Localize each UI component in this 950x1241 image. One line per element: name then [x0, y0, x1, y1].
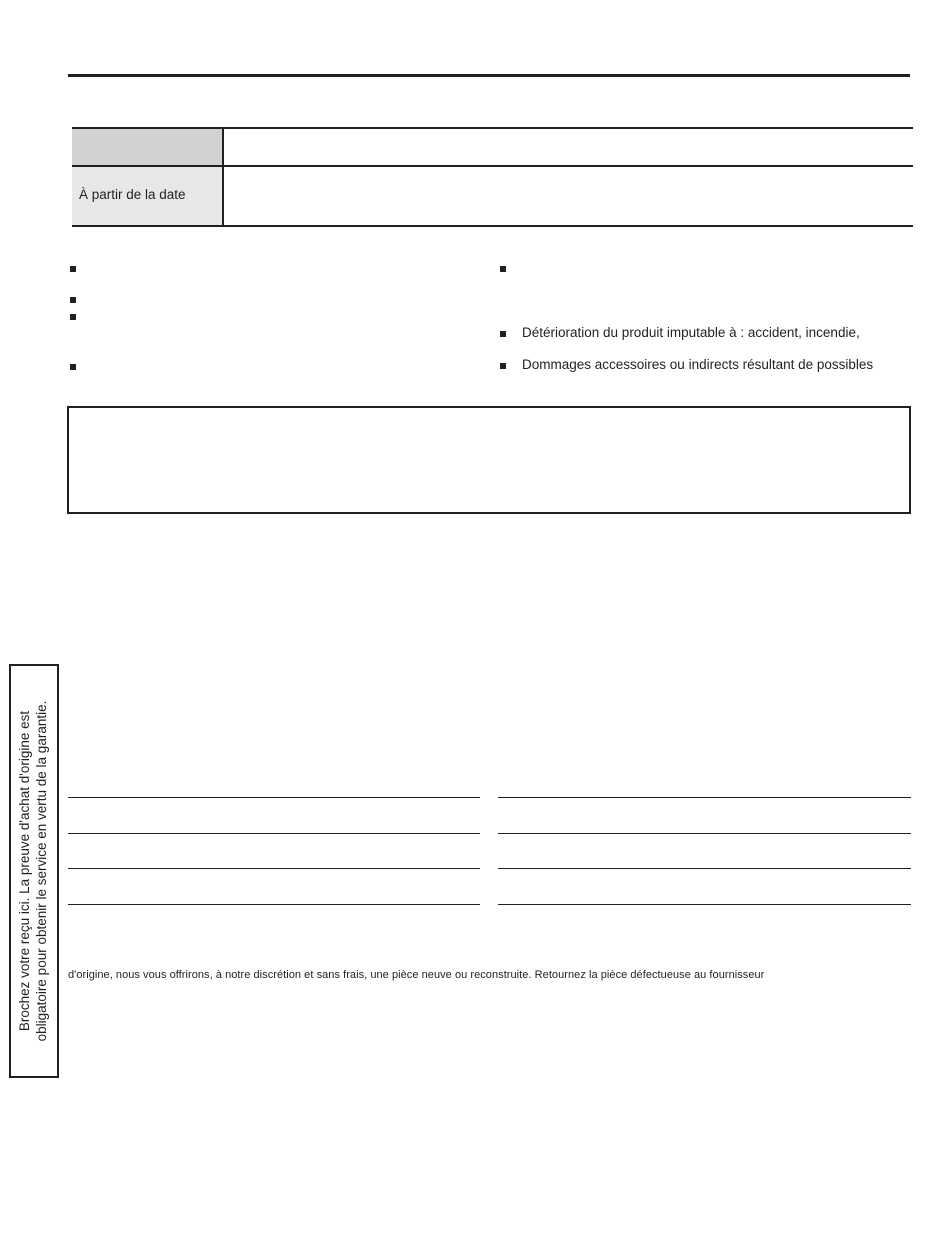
- bullet-marker: [70, 297, 76, 303]
- fill-in-line: [498, 868, 911, 869]
- bullet-marker: [70, 314, 76, 320]
- table-rule-middle: [72, 165, 913, 167]
- fill-in-line: [68, 904, 480, 905]
- bullet-marker: [70, 364, 76, 370]
- warranty-table: [72, 127, 913, 227]
- bullet-marker: [500, 266, 506, 272]
- bullet-item-text: Dommages accessoires ou indirects résultant de possibles: [522, 357, 874, 372]
- fill-in-line: [68, 833, 480, 834]
- table-row-label: À partir de la date: [79, 187, 186, 202]
- top-rule: [68, 74, 910, 77]
- bullet-marker: [70, 266, 76, 272]
- fill-in-line: [68, 797, 480, 798]
- table-header-cell: [72, 129, 222, 165]
- fill-in-line: [68, 868, 480, 869]
- receipt-stub-text: [16, 671, 50, 1071]
- bullet-marker: [500, 331, 506, 337]
- fill-in-line: [498, 797, 911, 798]
- receipt-stub-line: obligatoire pour obtenir le service en vertu de la garantie.: [34, 700, 49, 1042]
- fill-in-line: [498, 904, 911, 905]
- table-rule-top: [72, 127, 913, 129]
- bullet-item-text: Détérioration du produit imputable à : accident, incendie,: [522, 325, 860, 340]
- table-column-divider: [222, 127, 224, 227]
- body-text-line: d'origine, nous vous offrirons, à notre discrétion et sans frais, une pièce neuve ou reconstruite. Retournez la pièce défectueuse au fournisseur: [68, 969, 765, 981]
- table-rule-bottom: [72, 225, 913, 227]
- fill-in-line: [498, 833, 911, 834]
- receipt-stub: [9, 664, 59, 1078]
- notice-box: [67, 406, 911, 514]
- receipt-stub-line: Brochez votre reçu ici. La preuve d'achat d'origine est: [17, 710, 32, 1032]
- bullet-marker: [500, 363, 506, 369]
